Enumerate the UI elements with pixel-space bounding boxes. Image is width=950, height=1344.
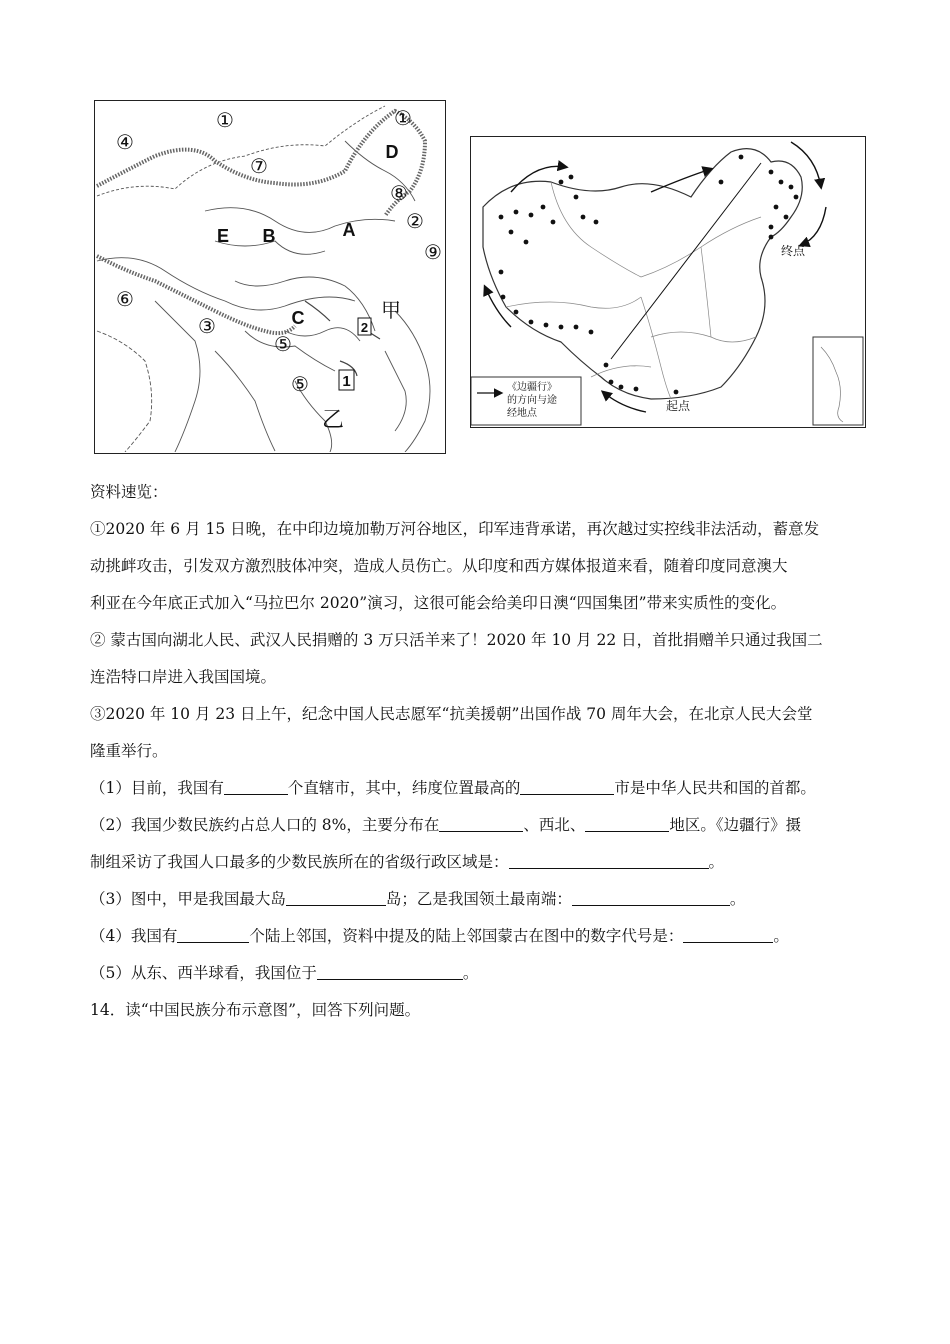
border-tour-map xyxy=(470,136,866,428)
item-1-line-3: 利亚在今年底正式加入“马拉巴尔 2020”演习，这很可能会给美印日澳“四国集团”带来实质性的变化。 xyxy=(90,594,787,612)
route-line xyxy=(611,163,761,359)
label-5-upper: ⑤ xyxy=(274,334,292,356)
question-5-part-a: （5）从东、西半球看，我国位于 xyxy=(90,964,317,982)
start-point-label: 起点 xyxy=(666,399,691,413)
question-1-part-b: 个直辖市，其中，纬度位置最高的 xyxy=(287,779,521,797)
end-point-label: 终点 xyxy=(781,244,806,258)
question-2-part-a: （2）我国少数民族约占总人口的 8%，主要分布在 xyxy=(90,816,440,834)
question-1-part-a: （1）目前，我国有 xyxy=(90,779,224,797)
intro-heading: 资料速览： xyxy=(90,483,168,501)
label-2: ② xyxy=(406,211,424,233)
question-4-part-b: 个陆上邻国，资料中提及的陆上邻国蒙古在图中的数字代号是： xyxy=(249,927,684,945)
question-5-part-b: 。 xyxy=(462,964,479,982)
label-7: ⑦ xyxy=(250,156,268,178)
east-asia-map xyxy=(94,100,446,454)
label-1-northeast: ① xyxy=(394,108,412,130)
answer-blank-2c[interactable] xyxy=(509,853,709,870)
question-2-continued xyxy=(90,850,724,872)
question-4-part-c: 。 xyxy=(773,927,789,945)
label-4: ④ xyxy=(116,132,134,154)
answer-blank-4b[interactable] xyxy=(683,927,773,944)
question-5 xyxy=(90,961,478,983)
label-E: E xyxy=(216,226,230,246)
label-3: ③ xyxy=(198,316,216,338)
item-2-line-1: ② 蒙古国向湖北人民、武汉人民捐赠的 3 万只活羊来了！2020 年 10 月 22 日，首批捐赠羊只通过我国二 xyxy=(90,631,823,649)
label-5-lower: ⑤ xyxy=(291,374,309,396)
answer-blank-3a[interactable] xyxy=(286,890,386,907)
item-3-line-1: ③2020 年 10 月 23 日上午，纪念中国人民志愿军“抗美援朝”出国作战 70 周年大会，在北京人民大会堂 xyxy=(90,705,813,723)
answer-blank-3b[interactable] xyxy=(572,890,730,907)
label-A: A xyxy=(342,220,356,240)
label-D: D xyxy=(385,142,399,162)
question-1 xyxy=(90,776,816,798)
label-C: C xyxy=(291,308,305,328)
label-yi: 乙 xyxy=(321,407,345,432)
item-3-line-2: 隆重举行。 xyxy=(90,742,168,760)
question-4 xyxy=(90,924,789,946)
question-2-part-c: 地区。《边疆行》摄 xyxy=(669,816,802,834)
east-asia-map-drawing xyxy=(95,101,444,452)
question-2-part-b: 、西北、 xyxy=(523,816,586,834)
legend-line-2: 的方向与途 xyxy=(507,395,557,406)
item-1-line-2: 动挑衅攻击，引发双方激烈肢体冲突，造成人员伤亡。从印度和西方媒体报道来看，随着印度同意澳大 xyxy=(90,557,788,575)
label-box-1: 1 xyxy=(342,373,351,390)
question-3-part-b: 岛；乙是我国领土最南端： xyxy=(385,890,572,908)
answer-blank-1a[interactable] xyxy=(224,779,288,796)
legend-line-1: 《边疆行》 xyxy=(507,382,557,393)
question-3-part-a: （3）图中，甲是我国最大岛 xyxy=(90,890,286,908)
border-tour-map-drawing xyxy=(471,137,864,426)
label-8: ⑧ xyxy=(390,183,408,205)
item-1-line-1: ①2020 年 6 月 15 日晚，在中印边境加勒万河谷地区，印军违背承诺，再次越过实控线非法活动，蓄意发 xyxy=(90,520,820,538)
china-outline xyxy=(483,149,802,399)
question-2 xyxy=(90,813,801,835)
label-B: B xyxy=(262,226,276,246)
document-body xyxy=(90,480,880,1020)
question-1-part-c: 市是中华人民共和国的首都。 xyxy=(614,779,816,797)
answer-blank-2a[interactable] xyxy=(439,816,523,833)
label-box-2: 2 xyxy=(360,320,369,335)
label-1-north: ① xyxy=(216,110,234,132)
question-2-part-e: 。 xyxy=(708,853,725,871)
question-4-part-a: （4）我国有 xyxy=(90,927,178,945)
answer-blank-1b[interactable] xyxy=(520,779,614,796)
question-3 xyxy=(90,887,745,909)
label-6: ⑥ xyxy=(116,289,134,311)
item-2-line-2: 连浩特口岸进入我国国境。 xyxy=(90,668,277,686)
answer-blank-5[interactable] xyxy=(317,964,463,981)
question-3-part-c: 。 xyxy=(729,890,746,908)
answer-blank-4a[interactable] xyxy=(177,927,249,944)
answer-blank-2b[interactable] xyxy=(585,816,669,833)
label-jia: 甲 xyxy=(381,300,401,322)
legend-line-3: 经地点 xyxy=(507,408,537,419)
question-14: 14．读“中国民族分布示意图”，回答下列问题。 xyxy=(90,1001,421,1019)
question-2-part-d: 制组采访了我国人口最多的少数民族所在的省级行政区域是： xyxy=(90,853,509,871)
label-9: ⑨ xyxy=(424,242,442,264)
